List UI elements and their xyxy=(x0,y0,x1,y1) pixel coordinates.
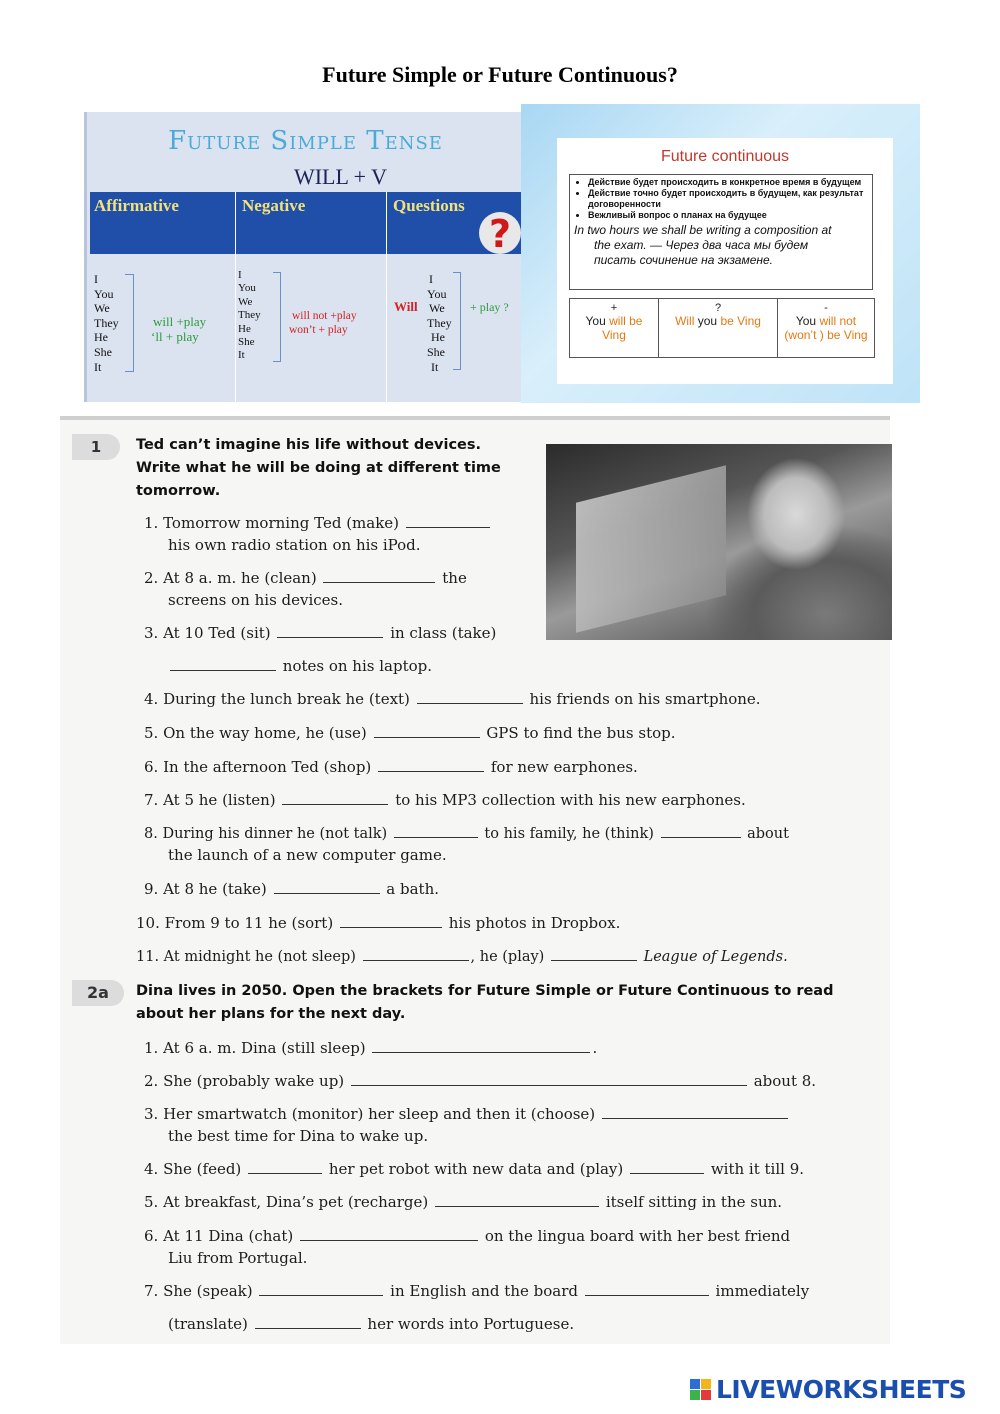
item-text: his friends on his smartphone. xyxy=(529,690,761,708)
form-text: will be xyxy=(609,314,643,328)
instruction-line: about her plans for the next day. xyxy=(136,1006,406,1022)
item-text: Her smartwatch (monitor) her sleep and then it (choose) xyxy=(163,1105,596,1123)
answer-blank[interactable] xyxy=(661,822,741,838)
bracket xyxy=(453,272,461,370)
logo-text: LIVEWORKSHEETS xyxy=(716,1375,967,1404)
exercise-scan xyxy=(60,416,890,1344)
usage-example xyxy=(570,221,872,268)
ex2-item-2 xyxy=(144,1070,816,1093)
bracket xyxy=(125,274,134,372)
affirmative-pronouns xyxy=(94,272,119,412)
item-text: to his family, he (think) xyxy=(484,826,654,842)
pronoun: She xyxy=(238,336,255,349)
logo-square xyxy=(701,1390,711,1400)
answer-blank[interactable] xyxy=(406,512,490,528)
usage-item: • Вежливый вопрос о планах на будущее xyxy=(588,210,872,221)
answer-blank[interactable] xyxy=(417,688,523,704)
example-line: the exam. — Через два часа мы будем xyxy=(594,238,809,252)
affirmative-rule-1: will +play xyxy=(153,314,207,329)
item-text: his photos in Dropbox. xyxy=(448,914,621,932)
future-continuous-title: Future continuous xyxy=(660,148,790,165)
item-number: 6. xyxy=(144,1227,159,1245)
item-text: itself sitting in the sun. xyxy=(605,1193,783,1211)
ex1-item-5 xyxy=(144,722,676,745)
header-affirmative: Affirmative xyxy=(94,196,179,215)
pronoun: We xyxy=(429,301,445,316)
answer-blank[interactable] xyxy=(435,1191,599,1207)
answer-blank[interactable] xyxy=(259,1280,383,1296)
item-number: 7. xyxy=(144,1282,159,1300)
form-text: will not xyxy=(819,314,857,328)
form-text: be Ving xyxy=(827,328,868,342)
answer-blank[interactable] xyxy=(551,945,637,961)
ex1-item-3-line2 xyxy=(168,655,432,678)
item-text: her pet robot with new data and (play) xyxy=(328,1160,624,1178)
ex1-item-10 xyxy=(136,912,620,935)
item-text: Tomorrow morning Ted (make) xyxy=(163,514,400,532)
future-continuous-panel xyxy=(521,104,920,403)
form-text: you xyxy=(697,314,718,328)
item-number: 3. xyxy=(144,1105,159,1123)
answer-blank[interactable] xyxy=(323,567,435,583)
negative-rule-1: will not +play xyxy=(292,310,357,322)
answer-blank[interactable] xyxy=(277,622,383,638)
ex1-item-1 xyxy=(144,512,492,535)
item-text: League of Legends. xyxy=(643,949,788,965)
logo-mark-icon xyxy=(690,1379,712,1401)
exercise-1-number: 1 xyxy=(72,434,120,460)
item-number: 3. xyxy=(144,624,159,642)
item-text: She (probably wake up) xyxy=(163,1072,345,1090)
instruction-line: tomorrow. xyxy=(136,483,221,499)
question-mark-icon: ? xyxy=(479,212,521,254)
instruction-line: Write what he will be doing at different time xyxy=(136,460,501,476)
question-pronouns xyxy=(427,272,452,412)
answer-blank[interactable] xyxy=(585,1280,709,1296)
pronoun: You xyxy=(94,286,114,301)
form-text: You xyxy=(795,314,817,328)
negative-cell xyxy=(778,299,874,357)
item-number: 8. xyxy=(144,826,158,842)
ex1-item-4 xyxy=(144,688,761,711)
usage-list xyxy=(570,177,872,221)
usage-item: • Действие точно будет происходить в будущем, как результат договоренности xyxy=(588,188,872,210)
item-text: for new earphones. xyxy=(490,758,638,776)
ex2-item-4 xyxy=(144,1158,804,1181)
boy-with-laptop-photo xyxy=(546,444,892,640)
item-number: 4. xyxy=(144,690,159,708)
item-text: At 6 a. m. Dina (still sleep) xyxy=(163,1039,366,1057)
logo-square xyxy=(690,1379,700,1389)
pronoun: They xyxy=(94,315,119,330)
form-text: be Ving xyxy=(720,314,761,328)
ex2-item-7-line2 xyxy=(168,1313,574,1336)
answer-blank[interactable] xyxy=(282,789,388,805)
ex2-item-3 xyxy=(144,1103,790,1126)
item-number: 11. xyxy=(136,949,160,965)
liveworksheets-logo xyxy=(690,1375,990,1405)
item-text: about 8. xyxy=(753,1072,817,1090)
ex1-item-7 xyxy=(144,789,746,812)
item-number: 2. xyxy=(144,1072,159,1090)
ex2-item-6-line2: Liu from Portugal. xyxy=(168,1249,308,1267)
answer-blank[interactable] xyxy=(351,1070,747,1086)
question-will: Will xyxy=(394,299,418,314)
item-text: At 8 he (take) xyxy=(163,880,267,898)
item-text: At breakfast, Dina’s pet (recharge) xyxy=(163,1193,429,1211)
item-text: She (speak) xyxy=(163,1282,253,1300)
answer-blank[interactable] xyxy=(255,1313,361,1329)
question-rule-text: + play ? xyxy=(470,300,509,314)
pronoun: You xyxy=(238,282,256,295)
ex1-item-6 xyxy=(144,756,638,779)
header-negative: Negative xyxy=(242,196,306,215)
pronoun: You xyxy=(427,286,447,301)
pronoun: We xyxy=(94,301,110,316)
pronoun: We xyxy=(238,295,253,308)
column-divider xyxy=(235,192,236,402)
form-text: Ving xyxy=(602,328,626,342)
answer-blank[interactable] xyxy=(372,1037,590,1053)
item-text: At midnight he (not sleep) xyxy=(163,949,356,965)
item-number: 9. xyxy=(144,880,159,898)
affirmative-cell xyxy=(570,299,659,357)
ex2-item-7 xyxy=(144,1280,809,1303)
future-continuous-card xyxy=(557,138,893,384)
answer-blank[interactable] xyxy=(274,878,380,894)
item-text: At 8 a. m. he (clean) xyxy=(163,569,317,587)
logo-square xyxy=(690,1390,700,1400)
pronoun: He xyxy=(94,330,108,345)
laptop-screen xyxy=(576,465,726,632)
answer-blank[interactable] xyxy=(394,822,478,838)
ex2-item-1 xyxy=(144,1037,597,1060)
pronoun: He xyxy=(238,322,251,335)
item-text: on the lingua board with her best friend xyxy=(484,1227,791,1245)
pronoun: They xyxy=(238,309,261,322)
future-simple-panel xyxy=(84,112,524,402)
item-text: in class (take) xyxy=(390,624,497,642)
item-number: 7. xyxy=(144,791,159,809)
item-text: immediately xyxy=(715,1282,810,1300)
affirmative-rule-2: ‘ll + play xyxy=(151,329,199,344)
usage-item: • Действие будет происходить в конкретное время в будущем xyxy=(588,177,872,188)
item-text: in English and the board xyxy=(390,1282,578,1300)
example-line: In two hours we shall be writing a composition at xyxy=(574,223,832,237)
item-text: During the lunch break he (text) xyxy=(163,690,410,708)
item-text: with it till 9. xyxy=(710,1160,805,1178)
item-text: She (feed) xyxy=(163,1160,242,1178)
answer-blank[interactable] xyxy=(602,1103,788,1119)
ex1-item-8-line2: the launch of a new computer game. xyxy=(168,846,447,864)
answer-blank[interactable] xyxy=(300,1225,478,1241)
item-number: 10. xyxy=(136,914,160,932)
pronoun: She xyxy=(427,344,445,359)
forms-table xyxy=(569,298,875,358)
item-text: At 5 he (listen) xyxy=(163,791,276,809)
item-text: At 10 Ted (sit) xyxy=(163,624,271,642)
item-text: From 9 to 11 he (sort) xyxy=(164,914,334,932)
pronoun: She xyxy=(94,344,112,359)
item-text: . xyxy=(592,1039,598,1057)
pronoun: I xyxy=(429,272,433,286)
page-title: Future Simple or Future Continuous? xyxy=(322,62,678,87)
pronoun: They xyxy=(427,315,452,330)
pronoun: He xyxy=(431,330,445,345)
answer-blank[interactable] xyxy=(374,722,480,738)
item-text: her words into Portuguese. xyxy=(367,1315,575,1333)
plus-symbol: + xyxy=(610,302,618,314)
item-number: 6. xyxy=(144,758,159,776)
exercise-1-instruction xyxy=(136,434,501,503)
ex1-item-1-line2: his own radio station on his iPod. xyxy=(168,536,421,554)
item-number: 1. xyxy=(144,1039,159,1057)
answer-blank[interactable] xyxy=(630,1158,704,1174)
instruction-line: Ted can’t imagine his life without devices. xyxy=(136,437,482,453)
answer-blank[interactable] xyxy=(363,945,469,961)
future-simple-title: Future Simple Tense xyxy=(168,126,443,156)
ex1-item-9 xyxy=(144,878,439,901)
pronoun: It xyxy=(94,359,102,374)
item-text: (translate) xyxy=(168,1315,248,1333)
item-text: GPS to find the bus stop. xyxy=(486,724,676,742)
answer-blank[interactable] xyxy=(340,912,442,928)
negative-rule-2: won’t + play xyxy=(289,324,348,336)
item-number: 5. xyxy=(144,1193,159,1211)
ex2-item-3-line2: the best time for Dina to wake up. xyxy=(168,1127,429,1145)
item-number: 2. xyxy=(144,569,159,587)
ex1-item-8 xyxy=(144,822,789,846)
ex2-item-5 xyxy=(144,1191,782,1214)
instruction-line: Dina lives in 2050. Open the brackets for Future Simple or Future Continuous to read xyxy=(136,983,834,999)
logo-square xyxy=(701,1379,711,1389)
item-number: 1. xyxy=(144,514,159,532)
question-symbol: ? xyxy=(714,302,722,314)
ex1-item-2-line2: screens on his devices. xyxy=(168,591,344,609)
item-text: During his dinner he (not talk) xyxy=(162,826,388,842)
future-simple-header-row xyxy=(90,192,524,254)
exercise-2a-instruction xyxy=(136,980,833,1026)
example-line: писать сочинение на экзамене. xyxy=(594,253,773,267)
item-text: about xyxy=(747,826,789,842)
ex1-item-3 xyxy=(144,622,496,645)
item-text: the xyxy=(442,569,467,587)
question-cell xyxy=(659,299,778,357)
divider xyxy=(60,416,890,420)
exercise-2a-number: 2a xyxy=(72,980,124,1006)
item-text: a bath. xyxy=(386,880,439,898)
answer-blank[interactable] xyxy=(248,1158,322,1174)
column-divider xyxy=(386,192,387,402)
minus-symbol: - xyxy=(824,302,828,314)
future-simple-formula: WILL + V xyxy=(293,164,387,189)
form-text: Will xyxy=(675,314,695,328)
bracket xyxy=(273,272,281,362)
ex1-item-2 xyxy=(144,567,467,590)
ex2-item-6 xyxy=(144,1225,790,1248)
item-text: to his MP3 collection with his new earphones. xyxy=(395,791,746,809)
item-text: , he (play) xyxy=(470,949,545,965)
answer-blank[interactable] xyxy=(378,756,484,772)
negative-pronouns xyxy=(238,269,261,409)
pronoun: It xyxy=(238,349,245,362)
usage-box xyxy=(569,174,873,290)
form-text: (won’t ) xyxy=(784,328,824,342)
form-text: You xyxy=(585,314,606,328)
pronoun: I xyxy=(94,272,98,286)
pronoun: It xyxy=(431,359,439,374)
item-text: In the afternoon Ted (shop) xyxy=(163,758,372,776)
item-text: At 11 Dina (chat) xyxy=(163,1227,294,1245)
ex1-item-11 xyxy=(136,945,788,969)
item-text: On the way home, he (use) xyxy=(163,724,367,742)
answer-blank[interactable] xyxy=(170,655,276,671)
item-number: 5. xyxy=(144,724,159,742)
item-text: notes on his laptop. xyxy=(282,657,432,675)
pronoun: I xyxy=(238,269,242,281)
item-number: 4. xyxy=(144,1160,159,1178)
header-questions: Questions xyxy=(393,196,465,215)
